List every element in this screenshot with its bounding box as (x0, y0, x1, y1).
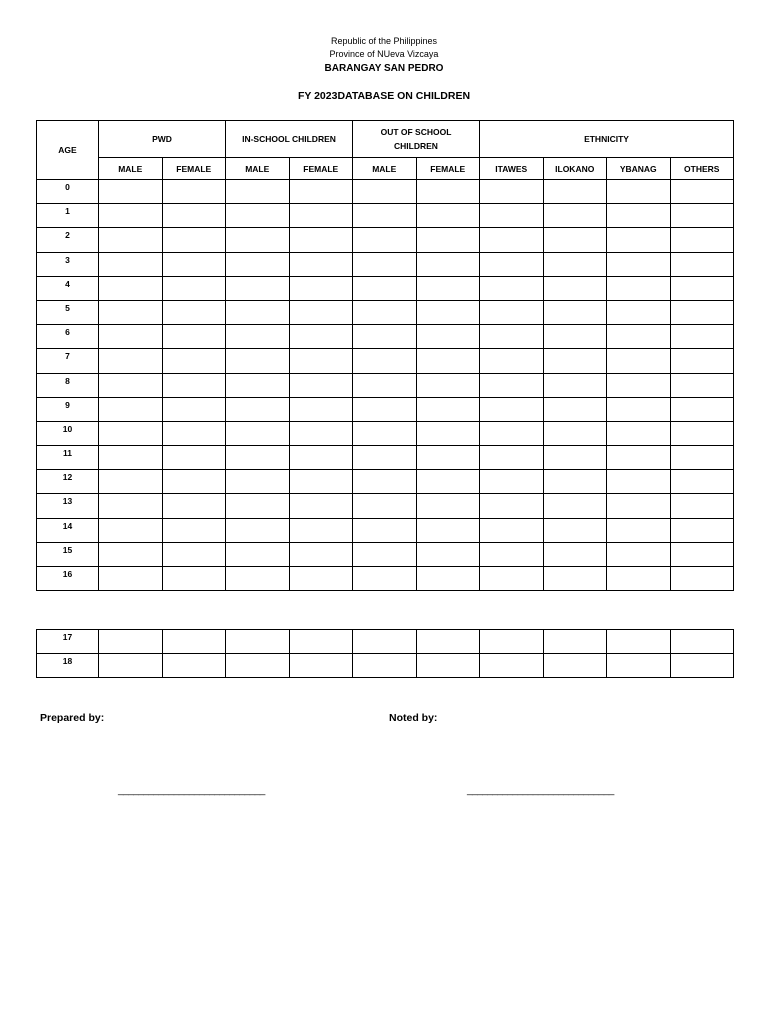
entry-cell[interactable] (670, 276, 734, 300)
entry-cell[interactable] (99, 567, 163, 591)
entry-cell[interactable] (607, 630, 671, 654)
table-row (37, 470, 734, 494)
entry-cell[interactable] (607, 542, 671, 566)
table-row (37, 300, 734, 324)
entry-cell[interactable] (289, 180, 353, 204)
table-row (37, 276, 734, 300)
entry-cell[interactable] (607, 325, 671, 349)
entry-cell[interactable] (99, 349, 163, 373)
entry-cell[interactable] (289, 228, 353, 252)
entry-cell[interactable] (480, 349, 544, 373)
entry-cell[interactable] (670, 446, 734, 470)
entry-cell[interactable] (289, 349, 353, 373)
entry-cell[interactable] (543, 349, 607, 373)
entry-cell[interactable] (543, 397, 607, 421)
entry-cell[interactable] (289, 252, 353, 276)
entry-cell[interactable] (162, 421, 226, 445)
noted-by-signature-line: _____________________________ (467, 785, 614, 796)
entry-cell[interactable] (670, 397, 734, 421)
table-row (37, 180, 734, 204)
table-row (37, 542, 734, 566)
entry-cell[interactable] (99, 494, 163, 518)
entry-cell[interactable] (607, 567, 671, 591)
age-cell: 11 (37, 446, 99, 470)
entry-cell[interactable] (353, 567, 417, 591)
entry-cell[interactable] (226, 204, 290, 228)
entry-cell[interactable] (353, 349, 417, 373)
entry-cell[interactable] (543, 494, 607, 518)
header-republic: Republic of the Philippines (330, 36, 438, 46)
document-title: FY 2023DATABASE ON CHILDREN (297, 90, 471, 102)
entry-cell[interactable] (480, 228, 544, 252)
entry-cell[interactable] (99, 300, 163, 324)
entry-cell[interactable] (162, 470, 226, 494)
entry-cell[interactable] (670, 470, 734, 494)
entry-cell[interactable] (543, 421, 607, 445)
entry-cell[interactable] (480, 325, 544, 349)
entry-cell[interactable] (99, 518, 163, 542)
entry-cell[interactable] (670, 300, 734, 324)
entry-cell[interactable] (289, 373, 353, 397)
entry-cell[interactable] (543, 518, 607, 542)
entry-cell[interactable] (353, 228, 417, 252)
age-cell: 12 (37, 470, 99, 494)
entry-cell[interactable] (226, 373, 290, 397)
entry-cell[interactable] (289, 470, 353, 494)
subheader-ybanag: YBANAG (607, 158, 671, 180)
entry-cell[interactable] (226, 446, 290, 470)
entry-cell[interactable] (480, 180, 544, 204)
entry-cell[interactable] (226, 252, 290, 276)
entry-cell[interactable] (607, 300, 671, 324)
entry-cell[interactable] (670, 373, 734, 397)
entry-cell[interactable] (226, 421, 290, 445)
entry-cell[interactable] (99, 204, 163, 228)
entry-cell[interactable] (99, 180, 163, 204)
entry-cell[interactable] (162, 300, 226, 324)
age-cell: 10 (37, 421, 99, 445)
entry-cell[interactable] (353, 494, 417, 518)
entry-cell[interactable] (607, 349, 671, 373)
entry-cell[interactable] (162, 180, 226, 204)
header-barangay: BARANGAY SAN PEDRO (324, 63, 444, 74)
table-row (37, 349, 734, 373)
entry-cell[interactable] (353, 180, 417, 204)
table-row (37, 446, 734, 470)
entry-cell[interactable] (289, 567, 353, 591)
entry-cell[interactable] (289, 204, 353, 228)
entry-cell[interactable] (543, 204, 607, 228)
header-province: Province of NUeva Vizcaya (329, 49, 439, 59)
entry-cell[interactable] (99, 542, 163, 566)
entry-cell[interactable] (289, 654, 353, 678)
entry-cell[interactable] (543, 180, 607, 204)
entry-cell[interactable] (353, 630, 417, 654)
children-database-table (36, 120, 734, 591)
prepared-by-signature-line: _____________________________ (118, 785, 265, 796)
entry-cell[interactable] (226, 542, 290, 566)
entry-cell[interactable] (226, 654, 290, 678)
entry-cell[interactable] (99, 654, 163, 678)
table-row (37, 325, 734, 349)
subheader-female: FEMALE (289, 158, 353, 180)
age-cell: 3 (37, 252, 99, 276)
group-header-ethnicity: ETHNICITY (480, 121, 734, 158)
entry-cell[interactable] (480, 518, 544, 542)
group-header-out-of-school: OUT OF SCHOOL CHILDREN (353, 121, 480, 158)
entry-cell[interactable] (480, 421, 544, 445)
entry-cell[interactable] (289, 542, 353, 566)
entry-cell[interactable] (226, 300, 290, 324)
entry-cell[interactable] (543, 654, 607, 678)
entry-cell[interactable] (670, 494, 734, 518)
entry-cell[interactable] (289, 446, 353, 470)
entry-cell[interactable] (670, 180, 734, 204)
table-row (37, 252, 734, 276)
entry-cell[interactable] (99, 421, 163, 445)
entry-cell[interactable] (670, 228, 734, 252)
entry-cell[interactable] (480, 300, 544, 324)
entry-cell[interactable] (543, 325, 607, 349)
entry-cell[interactable] (226, 470, 290, 494)
entry-cell[interactable] (543, 567, 607, 591)
entry-cell[interactable] (289, 325, 353, 349)
entry-cell[interactable] (416, 300, 480, 324)
entry-cell[interactable] (480, 567, 544, 591)
table-row (37, 654, 734, 678)
entry-cell[interactable] (162, 397, 226, 421)
entry-cell[interactable] (416, 204, 480, 228)
entry-cell[interactable] (670, 421, 734, 445)
age-cell: 15 (37, 542, 99, 566)
document-header (0, 35, 768, 76)
entry-cell[interactable] (607, 470, 671, 494)
entry-cell[interactable] (353, 446, 417, 470)
entry-cell[interactable] (480, 373, 544, 397)
table-row (37, 518, 734, 542)
table-row (37, 373, 734, 397)
entry-cell[interactable] (670, 542, 734, 566)
entry-cell[interactable] (99, 397, 163, 421)
entry-cell[interactable] (416, 397, 480, 421)
children-database-table-continued (36, 629, 734, 678)
entry-cell[interactable] (99, 630, 163, 654)
entry-cell[interactable] (416, 180, 480, 204)
subheader-male: MALE (353, 158, 417, 180)
entry-cell[interactable] (607, 228, 671, 252)
table-row (37, 567, 734, 591)
prepared-by-label: Prepared by: (40, 712, 105, 724)
table-row (37, 228, 734, 252)
entry-cell[interactable] (416, 446, 480, 470)
entry-cell[interactable] (607, 654, 671, 678)
entry-cell[interactable] (416, 494, 480, 518)
entry-cell[interactable] (353, 542, 417, 566)
entry-cell[interactable] (416, 518, 480, 542)
age-cell: 17 (37, 630, 99, 654)
table-row (37, 397, 734, 421)
entry-cell[interactable] (162, 204, 226, 228)
entry-cell[interactable] (670, 518, 734, 542)
entry-cell[interactable] (289, 518, 353, 542)
entry-cell[interactable] (670, 654, 734, 678)
entry-cell[interactable] (162, 276, 226, 300)
entry-cell[interactable] (353, 397, 417, 421)
entry-cell[interactable] (353, 373, 417, 397)
age-cell: 5 (37, 300, 99, 324)
entry-cell[interactable] (480, 446, 544, 470)
entry-cell[interactable] (416, 630, 480, 654)
entry-cell[interactable] (99, 276, 163, 300)
entry-cell[interactable] (353, 421, 417, 445)
entry-cell[interactable] (353, 654, 417, 678)
age-cell: 18 (37, 654, 99, 678)
entry-cell[interactable] (289, 300, 353, 324)
entry-cell[interactable] (416, 654, 480, 678)
entry-cell[interactable] (543, 276, 607, 300)
entry-cell[interactable] (416, 325, 480, 349)
subheader-male: MALE (99, 158, 163, 180)
entry-cell[interactable] (99, 252, 163, 276)
noted-by-label: Noted by: (389, 712, 438, 724)
entry-cell[interactable] (416, 567, 480, 591)
entry-cell[interactable] (226, 228, 290, 252)
age-cell: 14 (37, 518, 99, 542)
entry-cell[interactable] (480, 252, 544, 276)
entry-cell[interactable] (416, 252, 480, 276)
entry-cell[interactable] (543, 470, 607, 494)
entry-cell[interactable] (226, 349, 290, 373)
entry-cell[interactable] (480, 654, 544, 678)
entry-cell[interactable] (480, 494, 544, 518)
entry-cell[interactable] (99, 228, 163, 252)
entry-cell[interactable] (289, 494, 353, 518)
entry-cell[interactable] (353, 252, 417, 276)
entry-cell[interactable] (226, 180, 290, 204)
entry-cell[interactable] (416, 349, 480, 373)
entry-cell[interactable] (162, 228, 226, 252)
entry-cell[interactable] (543, 446, 607, 470)
entry-cell[interactable] (162, 252, 226, 276)
entry-cell[interactable] (353, 470, 417, 494)
entry-cell[interactable] (289, 276, 353, 300)
entry-cell[interactable] (162, 494, 226, 518)
entry-cell[interactable] (226, 630, 290, 654)
entry-cell[interactable] (416, 421, 480, 445)
entry-cell[interactable] (226, 397, 290, 421)
entry-cell[interactable] (416, 542, 480, 566)
entry-cell[interactable] (99, 446, 163, 470)
table-row (37, 421, 734, 445)
entry-cell[interactable] (607, 494, 671, 518)
entry-cell[interactable] (480, 630, 544, 654)
entry-cell[interactable] (162, 542, 226, 566)
entry-cell[interactable] (543, 228, 607, 252)
entry-cell[interactable] (607, 204, 671, 228)
entry-cell[interactable] (162, 567, 226, 591)
subheader-female: FEMALE (162, 158, 226, 180)
entry-cell[interactable] (416, 276, 480, 300)
entry-cell[interactable] (226, 518, 290, 542)
age-cell: 1 (37, 204, 99, 228)
subheader-ilokano: ILOKANO (543, 158, 607, 180)
entry-cell[interactable] (480, 470, 544, 494)
entry-cell[interactable] (162, 654, 226, 678)
age-cell: 13 (37, 494, 99, 518)
entry-cell[interactable] (607, 421, 671, 445)
entry-cell[interactable] (670, 252, 734, 276)
entry-cell[interactable] (226, 494, 290, 518)
entry-cell[interactable] (543, 300, 607, 324)
entry-cell[interactable] (416, 228, 480, 252)
entry-cell[interactable] (607, 373, 671, 397)
subheader-itawes: ITAWES (480, 158, 544, 180)
entry-cell[interactable] (416, 373, 480, 397)
entry-cell[interactable] (480, 397, 544, 421)
age-header: AGE (37, 121, 99, 180)
entry-cell[interactable] (353, 518, 417, 542)
age-cell: 7 (37, 349, 99, 373)
entry-cell[interactable] (543, 252, 607, 276)
entry-cell[interactable] (99, 470, 163, 494)
entry-cell[interactable] (607, 180, 671, 204)
age-cell: 9 (37, 397, 99, 421)
entry-cell[interactable] (670, 349, 734, 373)
entry-cell[interactable] (670, 630, 734, 654)
age-cell: 8 (37, 373, 99, 397)
table-row (37, 630, 734, 654)
table-row (37, 494, 734, 518)
entry-cell[interactable] (543, 630, 607, 654)
entry-cell[interactable] (289, 630, 353, 654)
entry-cell[interactable] (670, 325, 734, 349)
entry-cell[interactable] (353, 300, 417, 324)
entry-cell[interactable] (162, 518, 226, 542)
entry-cell[interactable] (162, 373, 226, 397)
entry-cell[interactable] (607, 518, 671, 542)
entry-cell[interactable] (226, 325, 290, 349)
entry-cell[interactable] (607, 446, 671, 470)
entry-cell[interactable] (353, 325, 417, 349)
entry-cell[interactable] (480, 276, 544, 300)
entry-cell[interactable] (226, 567, 290, 591)
entry-cell[interactable] (289, 397, 353, 421)
entry-cell[interactable] (607, 252, 671, 276)
entry-cell[interactable] (543, 373, 607, 397)
subheader-male: MALE (226, 158, 290, 180)
entry-cell[interactable] (162, 630, 226, 654)
entry-cell[interactable] (353, 204, 417, 228)
entry-cell[interactable] (607, 276, 671, 300)
age-cell: 6 (37, 325, 99, 349)
age-cell: 4 (37, 276, 99, 300)
age-cell: 2 (37, 228, 99, 252)
group-header-in-school: IN-SCHOOL CHILDREN (226, 121, 353, 158)
table-row (37, 204, 734, 228)
subheader-female: FEMALE (416, 158, 480, 180)
entry-cell[interactable] (480, 542, 544, 566)
entry-cell[interactable] (162, 349, 226, 373)
group-header-pwd: PWD (99, 121, 226, 158)
entry-cell[interactable] (162, 446, 226, 470)
entry-cell[interactable] (480, 204, 544, 228)
subheader-others: OTHERS (670, 158, 734, 180)
entry-cell[interactable] (353, 276, 417, 300)
entry-cell[interactable] (99, 325, 163, 349)
entry-cell[interactable] (416, 470, 480, 494)
entry-cell[interactable] (226, 276, 290, 300)
entry-cell[interactable] (162, 325, 226, 349)
entry-cell[interactable] (670, 567, 734, 591)
entry-cell[interactable] (289, 421, 353, 445)
age-cell: 16 (37, 567, 99, 591)
entry-cell[interactable] (607, 397, 671, 421)
entry-cell[interactable] (99, 373, 163, 397)
entry-cell[interactable] (543, 542, 607, 566)
entry-cell[interactable] (670, 204, 734, 228)
age-cell: 0 (37, 180, 99, 204)
